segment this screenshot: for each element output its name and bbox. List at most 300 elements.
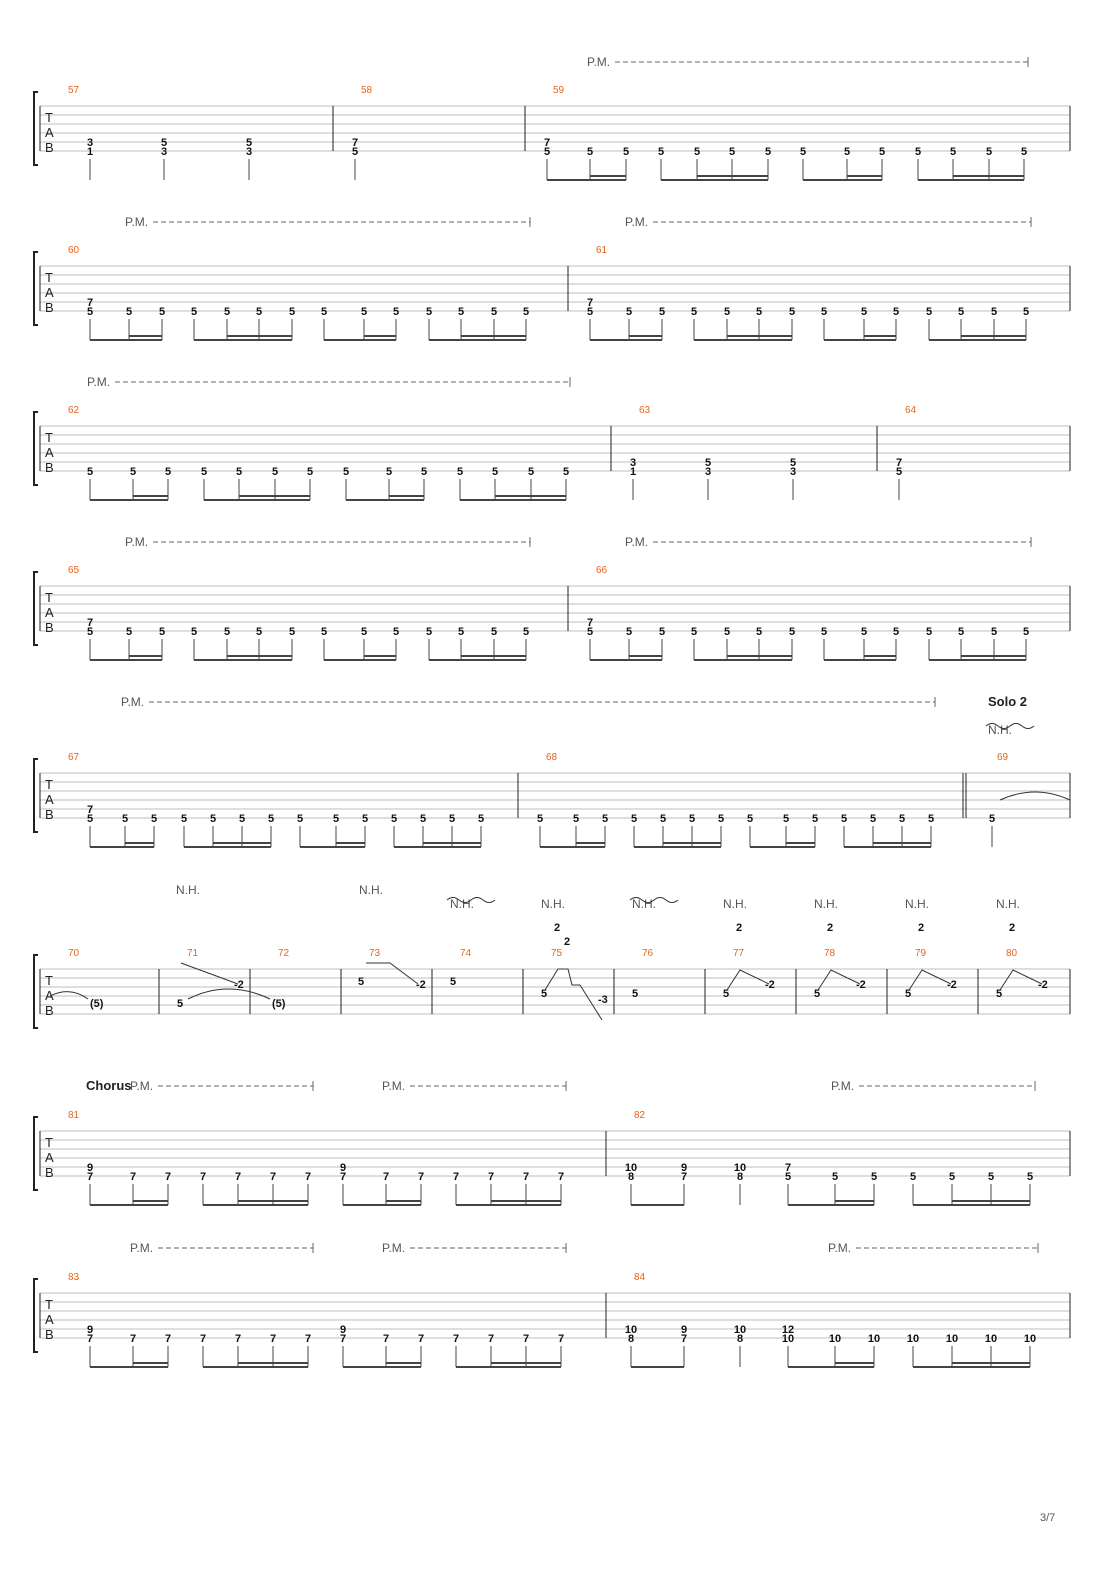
fret-number: 5 xyxy=(86,306,94,318)
fret-number: 7 xyxy=(543,137,551,149)
system-bracket xyxy=(34,759,38,832)
fret-number: 5 xyxy=(843,146,851,158)
fret-number: 5 xyxy=(789,457,797,469)
palm-mute-label: P.M. xyxy=(87,375,111,389)
fret-number: 5 xyxy=(342,466,350,478)
fret-number: 5 xyxy=(658,626,666,638)
bend-line xyxy=(181,963,238,984)
fret-number: 7 xyxy=(895,457,903,469)
fret-number: 8 xyxy=(736,1171,744,1183)
fret-number: 10 xyxy=(828,1333,842,1345)
fret-number: 5 xyxy=(1022,626,1030,638)
fret-number: 10 xyxy=(867,1333,881,1345)
fret-number: 5 xyxy=(223,306,231,318)
fret-number: -2 xyxy=(234,979,244,991)
natural-harmonic-label: N.H. xyxy=(988,723,1012,737)
fret-number: 9 xyxy=(86,1162,94,1174)
measure-number: 78 xyxy=(824,948,836,959)
fret-number: -2 xyxy=(1038,979,1048,991)
fret-number: 5 xyxy=(892,306,900,318)
fret-number: 5 xyxy=(125,306,133,318)
fret-number: 9 xyxy=(680,1324,688,1336)
measure-number: 58 xyxy=(361,85,373,96)
fret-number: 3 xyxy=(789,466,797,478)
tab-clef-letter: B xyxy=(45,460,54,475)
palm-mute-label: P.M. xyxy=(382,1079,406,1093)
fret-number: 5 xyxy=(392,306,400,318)
natural-harmonic-label: N.H. xyxy=(450,897,474,911)
fret-number: -3 xyxy=(598,994,608,1006)
fret-number: 5 xyxy=(690,626,698,638)
fret-number: 5 xyxy=(622,146,630,158)
fret-number: 2 xyxy=(564,936,571,948)
fret-number: 5 xyxy=(86,466,94,478)
fret-number: 5 xyxy=(869,813,877,825)
fret-number: 5 xyxy=(351,146,359,158)
fret-number: 7 xyxy=(557,1333,565,1345)
system-bracket xyxy=(34,92,38,165)
fret-number: 5 xyxy=(200,466,208,478)
natural-harmonic-label: N.H. xyxy=(905,897,929,911)
fret-number: 7 xyxy=(129,1333,137,1345)
measure-number: 77 xyxy=(733,948,745,959)
fret-number: 8 xyxy=(736,1333,744,1345)
fret-number: 5 xyxy=(586,306,594,318)
measure-number: 65 xyxy=(68,565,80,576)
fret-number: 5 xyxy=(160,137,168,149)
fret-number: 5 xyxy=(723,306,731,318)
fret-number: 5 xyxy=(527,466,535,478)
fret-number: 5 xyxy=(177,998,184,1010)
palm-mute-label: P.M. xyxy=(831,1079,855,1093)
system-bracket xyxy=(34,572,38,645)
fret-number: 7 xyxy=(522,1333,530,1345)
fret-number: 5 xyxy=(870,1171,878,1183)
fret-number: 5 xyxy=(625,306,633,318)
fret-number: 7 xyxy=(86,804,94,816)
fret-number: 1 xyxy=(629,466,637,478)
measure-number: 75 xyxy=(551,948,563,959)
fret-number: 5 xyxy=(425,306,433,318)
measure-number: 81 xyxy=(68,1110,80,1121)
fret-number: 5 xyxy=(450,976,457,988)
fret-number: 7 xyxy=(382,1333,390,1345)
tab-clef-letter: A xyxy=(45,1150,54,1165)
fret-number: 5 xyxy=(541,988,548,1000)
measure-number: 80 xyxy=(1006,948,1018,959)
natural-harmonic-label: N.H. xyxy=(814,897,838,911)
tab-clef-letter: B xyxy=(45,300,54,315)
fret-number: 5 xyxy=(361,813,369,825)
fret-number: 5 xyxy=(1020,146,1028,158)
fret-number: 7 xyxy=(164,1171,172,1183)
fret-number: -2 xyxy=(947,979,957,991)
fret-number: 2 xyxy=(827,922,834,934)
fret-number: 5 xyxy=(121,813,129,825)
measure-number: 72 xyxy=(278,948,290,959)
fret-number: 5 xyxy=(320,306,328,318)
measure-number: 79 xyxy=(915,948,927,959)
fret-number: 2 xyxy=(918,922,925,934)
fret-number: 5 xyxy=(1026,1171,1034,1183)
fret-number: 5 xyxy=(892,626,900,638)
fret-number: 5 xyxy=(490,626,498,638)
fret-number: 5 xyxy=(659,813,667,825)
fret-number: 7 xyxy=(129,1171,137,1183)
fret-number: 5 xyxy=(125,626,133,638)
fret-number: 7 xyxy=(339,1333,347,1345)
fret-number: 3 xyxy=(160,146,168,158)
fret-number: 5 xyxy=(420,466,428,478)
tie-curve xyxy=(188,989,270,999)
fret-number: 5 xyxy=(320,626,328,638)
fret-number: 7 xyxy=(269,1171,277,1183)
tab-clef-letter: T xyxy=(45,110,53,125)
fret-number: 5 xyxy=(840,813,848,825)
fret-number: 7 xyxy=(164,1333,172,1345)
system-bracket xyxy=(34,252,38,325)
tab-clef-letter: T xyxy=(45,590,53,605)
fret-number: 5 xyxy=(86,626,94,638)
fret-number: 9 xyxy=(86,1324,94,1336)
section-label-solo: Solo 2 xyxy=(988,694,1028,709)
fret-number: 5 xyxy=(158,306,166,318)
fret-number: 10 xyxy=(733,1162,747,1174)
fret-number: 12 xyxy=(781,1324,795,1336)
fret-number: 7 xyxy=(586,297,594,309)
fret-number: 10 xyxy=(945,1333,959,1345)
tab-clef-letter: B xyxy=(45,620,54,635)
fret-number: 5 xyxy=(949,146,957,158)
fret-number: 5 xyxy=(948,1171,956,1183)
fret-number: 9 xyxy=(680,1162,688,1174)
fret-number: 8 xyxy=(627,1333,635,1345)
fret-number: 5 xyxy=(782,813,790,825)
bend-line xyxy=(545,969,602,1020)
fret-number: 7 xyxy=(269,1333,277,1345)
fret-number: 7 xyxy=(351,137,359,149)
fret-number: 5 xyxy=(572,813,580,825)
fret-number: 9 xyxy=(339,1324,347,1336)
fret-number: 7 xyxy=(339,1171,347,1183)
fret-number: 7 xyxy=(199,1171,207,1183)
natural-harmonic-label: N.H. xyxy=(632,897,656,911)
natural-harmonic-label: N.H. xyxy=(359,883,383,897)
fret-number: 5 xyxy=(988,813,996,825)
fret-number: 7 xyxy=(304,1333,312,1345)
measure-number: 76 xyxy=(642,948,654,959)
fret-number: 5 xyxy=(390,813,398,825)
fret-number: 5 xyxy=(723,626,731,638)
fret-number: 5 xyxy=(1022,306,1030,318)
fret-number: 7 xyxy=(86,1333,94,1345)
measure-number: 66 xyxy=(596,565,608,576)
palm-mute-label: P.M. xyxy=(625,535,649,549)
fret-number: 5 xyxy=(985,146,993,158)
tab-clef-letter: B xyxy=(45,807,54,822)
fret-number: 5 xyxy=(288,306,296,318)
tab-clef-letter: B xyxy=(45,1003,54,1018)
fret-number: 5 xyxy=(755,626,763,638)
tab-clef-letter: A xyxy=(45,285,54,300)
fret-number: 5 xyxy=(831,1171,839,1183)
fret-number: 5 xyxy=(522,626,530,638)
fret-number: 5 xyxy=(419,813,427,825)
fret-number: 5 xyxy=(957,626,965,638)
fret-number: 5 xyxy=(784,1171,792,1183)
fret-number: 5 xyxy=(755,306,763,318)
fret-number: 5 xyxy=(788,306,796,318)
fret-number: 5 xyxy=(385,466,393,478)
fret-number: 5 xyxy=(860,306,868,318)
fret-number: 5 xyxy=(543,146,551,158)
fret-number: 5 xyxy=(625,626,633,638)
fret-number: 5 xyxy=(914,146,922,158)
measure-number: 60 xyxy=(68,245,80,256)
fret-number: 5 xyxy=(522,306,530,318)
fret-number: 5 xyxy=(688,813,696,825)
fret-number: 5 xyxy=(448,813,456,825)
fret-number: 2 xyxy=(1009,922,1016,934)
fret-number: 5 xyxy=(811,813,819,825)
fret-number: 5 xyxy=(746,813,754,825)
fret-number: 7 xyxy=(86,1171,94,1183)
fret-number: 5 xyxy=(358,976,365,988)
fret-number: 5 xyxy=(990,626,998,638)
measure-number: 70 xyxy=(68,948,80,959)
fret-number: 5 xyxy=(456,466,464,478)
fret-number: 7 xyxy=(417,1171,425,1183)
system-bracket xyxy=(34,955,38,1028)
measure-number: 74 xyxy=(460,948,472,959)
fret-number: 5 xyxy=(490,306,498,318)
fret-number: 5 xyxy=(180,813,188,825)
fret-number: 5 xyxy=(717,813,725,825)
fret-number: 5 xyxy=(632,988,639,1000)
fret-number: 5 xyxy=(657,146,665,158)
fret-number: 1 xyxy=(86,146,94,158)
natural-harmonic-label: N.H. xyxy=(541,897,565,911)
fret-number: 5 xyxy=(990,306,998,318)
section-label-chorus: Chorus xyxy=(86,1078,132,1093)
fret-number: 7 xyxy=(234,1171,242,1183)
fret-number: 5 xyxy=(238,813,246,825)
fret-number: 5 xyxy=(255,306,263,318)
tab-clef-letter: A xyxy=(45,125,54,140)
fret-number: 5 xyxy=(925,626,933,638)
fret-number: 5 xyxy=(457,306,465,318)
fret-number: 5 xyxy=(235,466,243,478)
fret-number: 5 xyxy=(788,626,796,638)
fret-number: 7 xyxy=(199,1333,207,1345)
fret-number: 5 xyxy=(895,466,903,478)
fret-number: 5 xyxy=(245,137,253,149)
tab-clef-letter: A xyxy=(45,1312,54,1327)
fret-number: 8 xyxy=(627,1171,635,1183)
fret-number: 5 xyxy=(267,813,275,825)
measure-number: 83 xyxy=(68,1272,80,1283)
fret-number: -2 xyxy=(416,979,426,991)
fret-number: 5 xyxy=(536,813,544,825)
fret-number: 5 xyxy=(86,813,94,825)
tab-clef-letter: T xyxy=(45,973,53,988)
fret-number: 10 xyxy=(984,1333,998,1345)
tab-clef-letter: T xyxy=(45,777,53,792)
fret-number: 5 xyxy=(360,626,368,638)
tab-clef-letter: T xyxy=(45,1297,53,1312)
tie-curve xyxy=(1000,792,1070,800)
fret-number: 5 xyxy=(425,626,433,638)
fret-number: 5 xyxy=(288,626,296,638)
fret-number: 5 xyxy=(764,146,772,158)
fret-number: -2 xyxy=(856,979,866,991)
fret-number: 7 xyxy=(680,1171,688,1183)
fret-number: 7 xyxy=(487,1171,495,1183)
fret-number: 5 xyxy=(392,626,400,638)
fret-number: 5 xyxy=(296,813,304,825)
fret-number: 7 xyxy=(382,1171,390,1183)
fret-number: 5 xyxy=(898,813,906,825)
fret-number: 5 xyxy=(905,988,912,1000)
fret-number: 5 xyxy=(491,466,499,478)
measure-number: 67 xyxy=(68,752,80,763)
tab-clef-letter: A xyxy=(45,988,54,1003)
fret-number: 5 xyxy=(586,626,594,638)
measure-number: 69 xyxy=(997,752,1009,763)
fret-number: 5 xyxy=(658,306,666,318)
natural-harmonic-label: N.H. xyxy=(176,883,200,897)
measure-number: 61 xyxy=(596,245,608,256)
fret-number: 3 xyxy=(245,146,253,158)
tab-clef-letter: A xyxy=(45,445,54,460)
fret-number: 5 xyxy=(723,988,730,1000)
palm-mute-label: P.M. xyxy=(587,55,611,69)
measure-number: 82 xyxy=(634,1110,646,1121)
fret-number: 5 xyxy=(693,146,701,158)
fret-number: 5 xyxy=(728,146,736,158)
fret-number: 5 xyxy=(987,1171,995,1183)
palm-mute-label: P.M. xyxy=(828,1241,852,1255)
palm-mute-label: P.M. xyxy=(625,215,649,229)
palm-mute-label: P.M. xyxy=(130,1079,154,1093)
measure-number: 68 xyxy=(546,752,558,763)
fret-number: 5 xyxy=(820,626,828,638)
fret-number: -2 xyxy=(765,979,775,991)
fret-number: 5 xyxy=(925,306,933,318)
measure-number: 62 xyxy=(68,405,80,416)
measure-number: 71 xyxy=(187,948,199,959)
fret-number: 5 xyxy=(909,1171,917,1183)
fret-number: 5 xyxy=(878,146,886,158)
fret-number: 7 xyxy=(86,617,94,629)
palm-mute-label: P.M. xyxy=(125,535,149,549)
fret-number: (5) xyxy=(90,998,104,1010)
fret-number: 10 xyxy=(1023,1333,1037,1345)
fret-number: 5 xyxy=(814,988,821,1000)
fret-number: 5 xyxy=(820,306,828,318)
bend-line xyxy=(366,963,418,984)
system-bracket xyxy=(34,412,38,485)
page-number: 3/7 xyxy=(1040,1512,1056,1524)
measure-number: 84 xyxy=(634,1272,646,1283)
natural-harmonic-label: N.H. xyxy=(996,897,1020,911)
fret-number: 5 xyxy=(630,813,638,825)
tab-clef-letter: T xyxy=(45,270,53,285)
tab-clef-letter: A xyxy=(45,792,54,807)
measure-number: 59 xyxy=(553,85,565,96)
tie-curve xyxy=(50,992,88,999)
system-bracket xyxy=(34,1117,38,1190)
fret-number: 5 xyxy=(601,813,609,825)
fret-number: 2 xyxy=(736,922,743,934)
fret-number: 10 xyxy=(906,1333,920,1345)
fret-number: 7 xyxy=(557,1171,565,1183)
palm-mute-label: P.M. xyxy=(125,215,149,229)
fret-number: 3 xyxy=(86,137,94,149)
fret-number: 9 xyxy=(339,1162,347,1174)
fret-number: 5 xyxy=(129,466,137,478)
fret-number: 5 xyxy=(158,626,166,638)
palm-mute-label: P.M. xyxy=(130,1241,154,1255)
tab-clef-letter: B xyxy=(45,1165,54,1180)
fret-number: 2 xyxy=(554,922,561,934)
tab-clef-letter: B xyxy=(45,1327,54,1342)
fret-number: 7 xyxy=(452,1171,460,1183)
measure-number: 64 xyxy=(905,405,917,416)
fret-number: 7 xyxy=(784,1162,792,1174)
fret-number: 5 xyxy=(164,466,172,478)
tab-clef-letter: B xyxy=(45,140,54,155)
fret-number: 7 xyxy=(487,1333,495,1345)
fret-number: 5 xyxy=(223,626,231,638)
fret-number: 5 xyxy=(209,813,217,825)
fret-number: 5 xyxy=(799,146,807,158)
fret-number: 5 xyxy=(562,466,570,478)
fret-number: 5 xyxy=(457,626,465,638)
natural-harmonic-label: N.H. xyxy=(723,897,747,911)
palm-mute-label: P.M. xyxy=(121,695,145,709)
fret-number: 7 xyxy=(522,1171,530,1183)
fret-number: 3 xyxy=(704,466,712,478)
fret-number: 5 xyxy=(190,306,198,318)
fret-number: 5 xyxy=(586,146,594,158)
fret-number: 5 xyxy=(690,306,698,318)
fret-number: 5 xyxy=(306,466,314,478)
fret-number: 7 xyxy=(304,1171,312,1183)
fret-number: 5 xyxy=(477,813,485,825)
fret-number: 5 xyxy=(927,813,935,825)
fret-number: 7 xyxy=(417,1333,425,1345)
fret-number: 3 xyxy=(629,457,637,469)
fret-number: 5 xyxy=(332,813,340,825)
fret-number: 10 xyxy=(624,1324,638,1336)
palm-mute-label: P.M. xyxy=(382,1241,406,1255)
fret-number: (5) xyxy=(272,998,286,1010)
tab-clef-letter: T xyxy=(45,430,53,445)
measure-number: 73 xyxy=(369,948,381,959)
fret-number: 7 xyxy=(234,1333,242,1345)
fret-number: 10 xyxy=(624,1162,638,1174)
fret-number: 5 xyxy=(190,626,198,638)
tab-clef-letter: A xyxy=(45,605,54,620)
fret-number: 5 xyxy=(957,306,965,318)
measure-number: 63 xyxy=(639,405,651,416)
fret-number: 7 xyxy=(452,1333,460,1345)
tab-clef-letter: T xyxy=(45,1135,53,1150)
fret-number: 7 xyxy=(86,297,94,309)
fret-number: 7 xyxy=(586,617,594,629)
fret-number: 5 xyxy=(704,457,712,469)
